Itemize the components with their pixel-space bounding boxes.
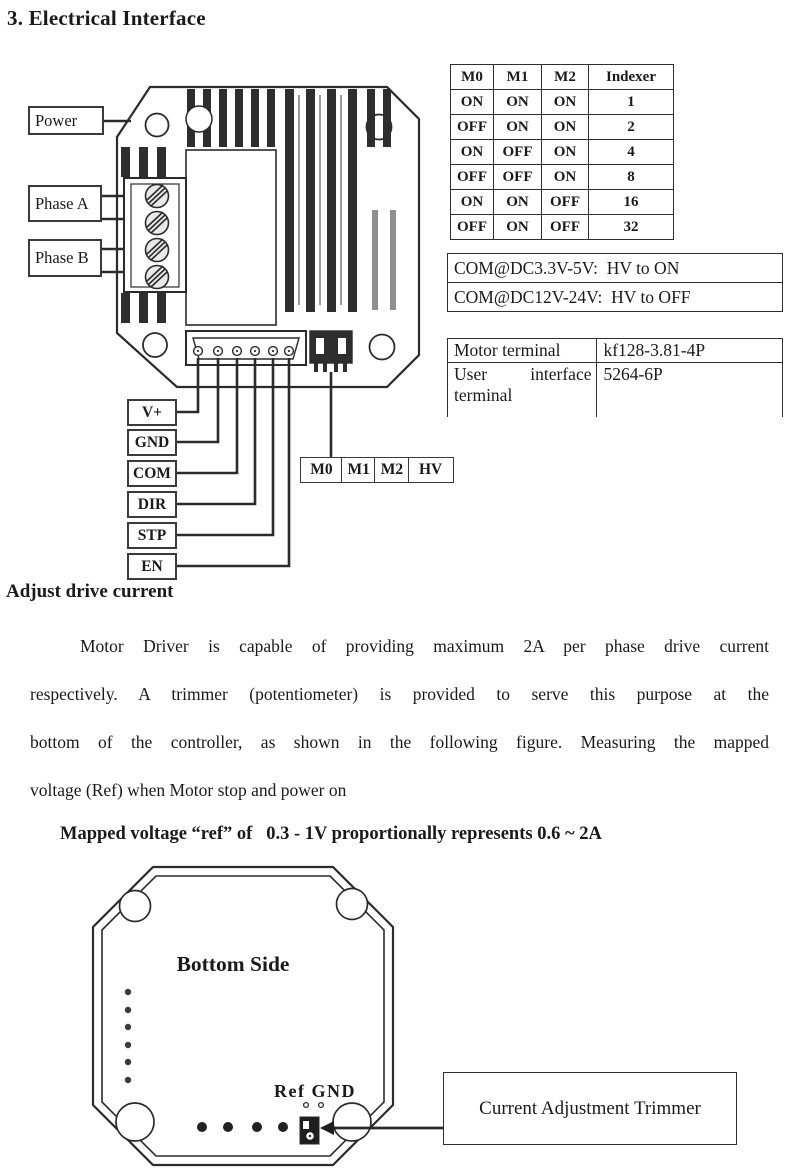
mount-hole-icon: [333, 1103, 371, 1141]
cell: ON: [542, 165, 589, 190]
terminal-name: User interface terminal: [448, 363, 597, 418]
adjust-drive-current-heading: Adjust drive current: [6, 581, 174, 602]
table-row: [448, 339, 783, 363]
column-header: Indexer: [589, 65, 674, 90]
phase-a-label: Phase A: [35, 193, 89, 213]
com-voltage-table: [447, 253, 783, 312]
paragraph-line: respectively. A trimmer (potentiometer) is provided to serve this purpose at the: [30, 684, 769, 704]
current-trimmer-icon: [300, 1117, 319, 1144]
cell: ON: [451, 90, 494, 115]
pin-label-vplus: V+: [127, 399, 177, 426]
indexer-table: [450, 64, 674, 240]
cell: ON: [494, 215, 542, 240]
cell: OFF: [494, 165, 542, 190]
motor-terminal-block: [124, 178, 186, 292]
cell: 1: [589, 90, 674, 115]
fin-hole-icon: [186, 106, 212, 132]
power-label-box: [28, 106, 104, 135]
ref-gnd-label: Ref GND: [274, 1081, 356, 1101]
pin-label-gnd: GND: [127, 429, 177, 456]
terminal-name: Motor terminal: [448, 339, 597, 363]
terminal-screw-icon: [146, 239, 169, 262]
paragraph-line: voltage (Ref) when Motor stop and power on: [30, 780, 347, 800]
cell: ON: [542, 90, 589, 115]
pin-label-en: EN: [127, 553, 177, 580]
trimmer-callout-box: [443, 1072, 737, 1145]
com-row-text: COM@DC3.3V-5V: HV to ON: [448, 254, 783, 283]
cell: OFF: [542, 190, 589, 215]
indexer-header-row: [451, 65, 674, 90]
table-row: [451, 140, 674, 165]
terminal-screw-icon: [146, 185, 169, 208]
paragraph-line: bottom of the controller, as shown in the following figure. Measuring the mapped: [30, 732, 769, 752]
mode-pin-m2: M2: [374, 457, 409, 483]
cell: 32: [589, 215, 674, 240]
mount-hole-icon: [143, 333, 167, 357]
table-row: [448, 283, 783, 312]
cell: OFF: [451, 165, 494, 190]
mapped-voltage-note: Mapped voltage “ref” of 0.3 - 1V proportionally represents 0.6 ~ 2A: [60, 824, 602, 844]
terminal-screw-icon: [146, 266, 169, 289]
mount-hole-icon: [120, 891, 151, 922]
mode-pin-m1: M1: [341, 457, 376, 483]
cell: ON: [494, 90, 542, 115]
phase-b-label: Phase B: [35, 248, 89, 267]
table-row: [451, 215, 674, 240]
power-label: Power: [35, 110, 78, 130]
com-row-text: COM@DC12V-24V: HV to OFF: [448, 283, 783, 312]
column-header: M2: [542, 65, 589, 90]
paragraph-line: Motor Driver is capable of providing maximum 2A per phase drive current: [80, 636, 769, 656]
cell: 4: [589, 140, 674, 165]
pin-label-dir: DIR: [127, 491, 177, 518]
cell: 8: [589, 165, 674, 190]
cell: ON: [451, 190, 494, 215]
trimmer-callout-label: Current Adjustment Trimmer: [479, 1097, 701, 1119]
terminal-screw-icon: [146, 212, 169, 235]
mount-hole-icon: [116, 1103, 154, 1141]
mount-hole-icon: [370, 335, 395, 360]
terminal-value: 5264-6P: [597, 363, 783, 418]
body-paragraph: [30, 622, 769, 814]
cell: ON: [494, 115, 542, 140]
mode-pin-m0: M0: [300, 457, 343, 483]
table-row: [451, 190, 674, 215]
cell: OFF: [451, 215, 494, 240]
cell: OFF: [494, 140, 542, 165]
cell: 2: [589, 115, 674, 140]
pcb-area: [186, 150, 276, 325]
cell: ON: [542, 140, 589, 165]
column-header: M1: [494, 65, 542, 90]
mode-pin-hv: HV: [408, 457, 454, 483]
cell: OFF: [451, 115, 494, 140]
pin-label-com: COM: [127, 460, 177, 487]
terminal-type-table: [447, 338, 783, 417]
page-title: 3. Electrical Interface: [7, 6, 206, 30]
column-header: M0: [451, 65, 494, 90]
cell: 16: [589, 190, 674, 215]
phase-b-label-box: [28, 239, 102, 277]
mode-pin-strip: [300, 457, 454, 483]
bottom-side-label: Bottom Side: [176, 952, 290, 976]
cell: ON: [494, 190, 542, 215]
mount-hole-icon: [146, 114, 169, 137]
terminal-value: kf128-3.81-4P: [597, 339, 783, 363]
pin-label-stp: STP: [127, 522, 177, 549]
table-row: [448, 363, 783, 418]
driver-bottom-diagram: [93, 867, 443, 1165]
cell: ON: [451, 140, 494, 165]
mount-hole-icon: [337, 889, 368, 920]
table-row: [451, 165, 674, 190]
cell: OFF: [542, 215, 589, 240]
cell: ON: [542, 115, 589, 140]
table-row: [451, 90, 674, 115]
table-row: [448, 254, 783, 283]
phase-a-label-box: [28, 185, 102, 222]
table-row: [451, 115, 674, 140]
